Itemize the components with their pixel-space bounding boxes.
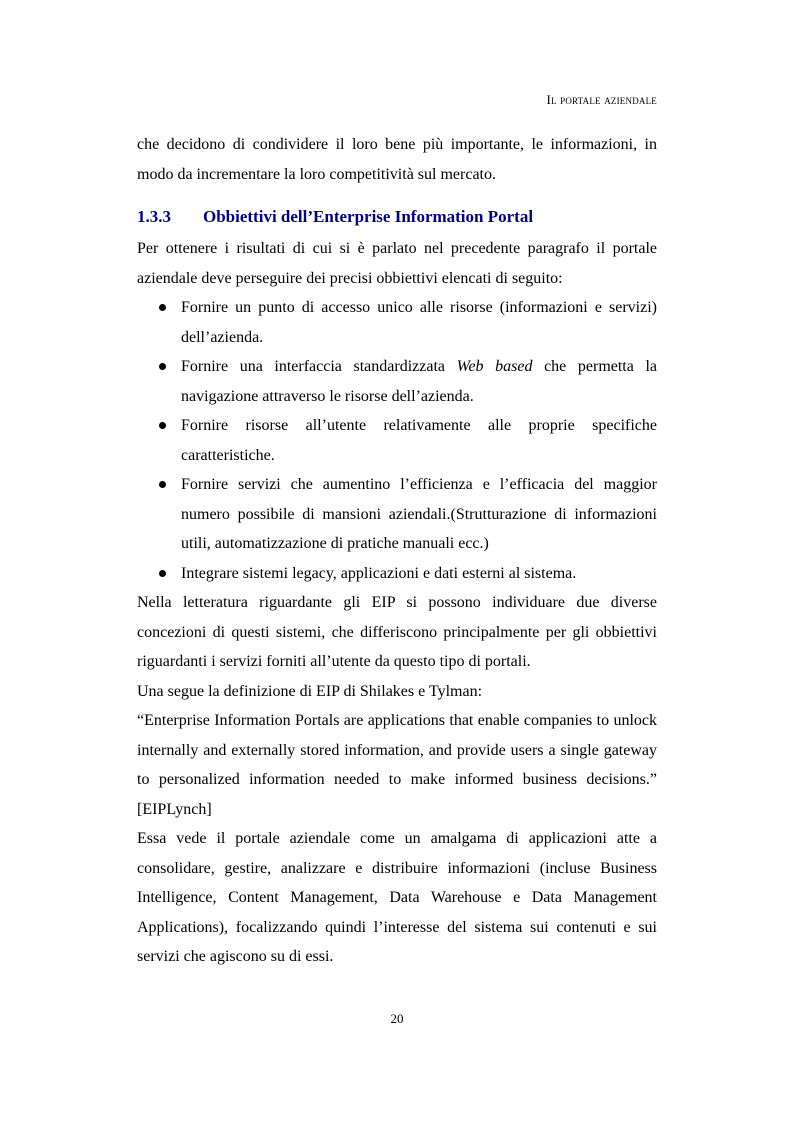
definition-quote: “Enterprise Information Portals are applications that enable companies to unlock internally and externally stored information, and provide users a single gateway to personalized information needed to make informed business decisions.” [EIPLynch] xyxy=(137,712,657,818)
list-item-text: Integrare sistemi legacy, applicazioni e dati esterni al sistema. xyxy=(181,564,577,582)
definition-intro: Una segue la definizione di EIP di Shilakes e Tylman: xyxy=(137,682,483,700)
section-number: 1.3.3 xyxy=(137,207,171,226)
list-item xyxy=(137,470,657,559)
bullet-icon xyxy=(159,363,166,370)
intro-paragraph: che decidono di condividere il loro bene più importante, le informazioni, in modo da incrementare la loro competitività sul mercato. xyxy=(137,136,657,183)
page-number: 20 xyxy=(390,1011,404,1026)
lead-paragraph: Per ottenere i risultati di cui si è parlato nel precedente paragrafo il portale aziendale deve perseguire dei precisi obbiettivi elencati di seguito: xyxy=(137,240,657,287)
section-heading xyxy=(137,201,657,232)
document-page xyxy=(137,0,657,1123)
bullet-icon xyxy=(159,422,166,429)
paragraph-after-list: Nella letteratura riguardante gli EIP si possono individuare due diverse concezioni di questi sistemi, che differiscono principalmente per gli obbiettivi riguardanti i servizi forniti all’utente da questo tipo di portali. xyxy=(137,594,657,670)
bullet-icon xyxy=(159,304,166,311)
list-item-emphasis: Web based xyxy=(456,358,533,375)
closing-paragraph: Essa vede il portale aziendale come un amalgama di applicazioni atte a consolidare, gestire, analizzare e distribuire informazioni (incluse Business Intelligence, Content Management, Data Warehouse e Data Management Applications), focalizzando quindi l’interesse del sistema sui contenuti e sui servizi che agiscono su di essi. xyxy=(137,830,657,965)
list-item-text-after: che permetta la navigazione attraverso le risorse dell’azienda. xyxy=(181,358,657,405)
running-header: Il portale aziendale xyxy=(546,92,657,107)
objectives-list xyxy=(137,293,657,588)
list-item xyxy=(137,411,657,470)
list-item xyxy=(137,352,657,411)
list-item-text: Fornire un punto di accesso unico alle risorse (informazioni e servizi) dell’azienda. xyxy=(181,299,657,346)
bullet-icon xyxy=(159,570,166,577)
section-title: Obbiettivi dell’Enterprise Information Portal xyxy=(203,207,534,226)
list-item-text-before: Fornire una interfaccia standardizzata xyxy=(181,358,457,375)
bullet-icon xyxy=(159,481,166,488)
list-item xyxy=(137,559,657,589)
body-text xyxy=(137,130,657,972)
list-item xyxy=(137,293,657,352)
list-item-text: Fornire servizi che aumentino l’efficienza e l’efficacia del maggior numero possibile di mansioni aziendali.(Strutturazione di informazioni utili, automatizzazione di pratiche manuali ecc.) xyxy=(181,476,657,552)
list-item-text: Fornire risorse all’utente relativamente alle proprie specifiche caratteristiche. xyxy=(181,417,657,464)
